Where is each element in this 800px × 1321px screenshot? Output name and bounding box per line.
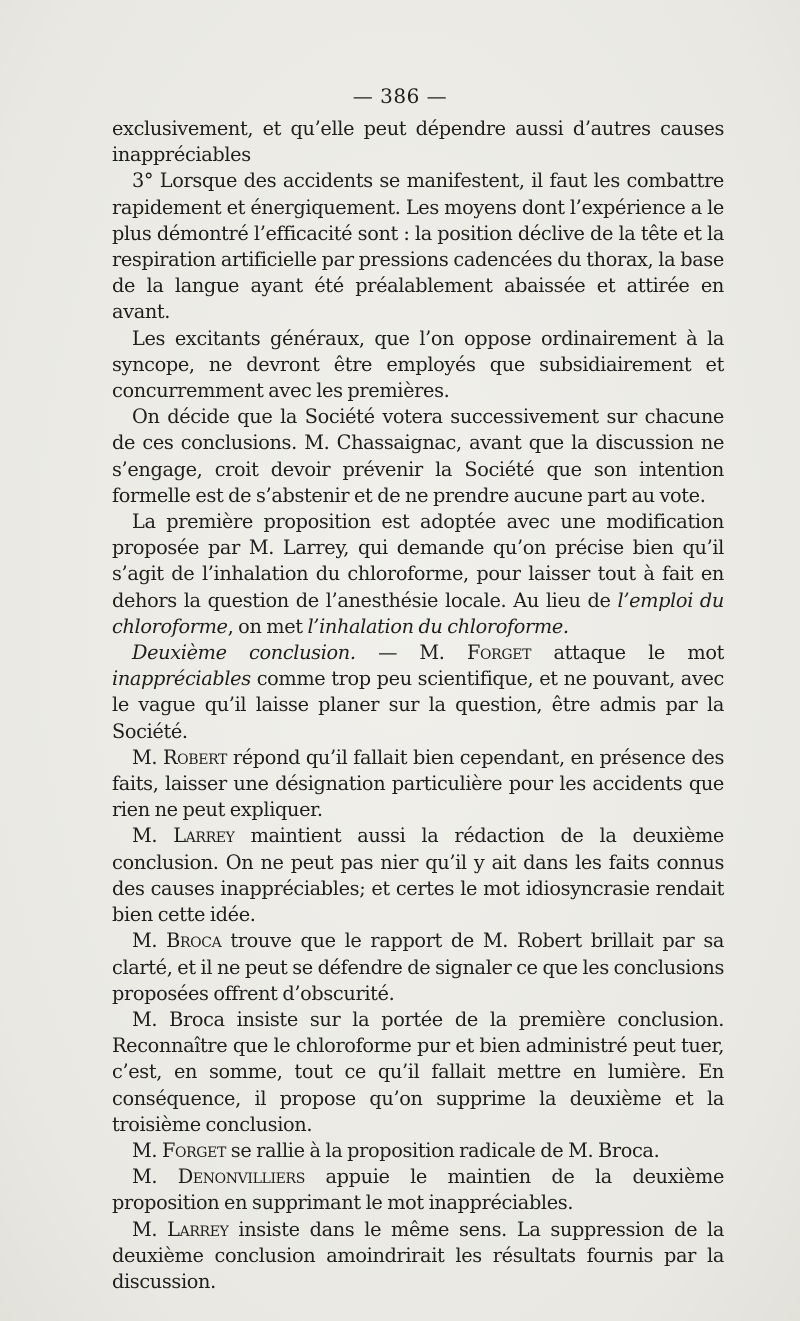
speaker-name: Denonvilliers (177, 1165, 305, 1189)
section-heading: Deuxième conclusion. (132, 641, 356, 665)
speaker-name: Forget (161, 1138, 226, 1162)
speaker-name: Larrey (167, 1217, 229, 1241)
paragraph: Deuxième conclusion. — M. Forget attaque le mot inappréciables comme trop peu scientifique, et ne pouvant, avec le vague qu’il laisse planer sur la question, être admis par la Société. (112, 641, 724, 743)
paragraph: M. Robert répond qu’il fallait bien cependant, en présence des faits, laisser une désignation particulière pour les accidents que rien ne peut expliquer. (112, 745, 725, 822)
italic-phrase: inappréciables (112, 667, 251, 691)
paragraph: M. Larrey maintient aussi la rédaction de la deuxième conclusion. On ne peut pas nier qu’il y ait dans les faits connus des causes inappréciables; et certes le mot idiosyncrasie rendait bien cette idée. (112, 824, 724, 927)
italic-phrase: l’emploi du chloroforme (112, 588, 724, 638)
paragraph: 3° Lorsque des accidents se manifestent, il faut les combattre rapidement et énergiquement. Les moyens dont l’expérience a le plus démontré l’efficacité sont : la position déclive de la tête et la respiration artificielle par pressions cadencées du thorax, la base de la langue ayant été préalablement abaissée et attirée en avant. (112, 169, 724, 324)
paragraph: Les excitants généraux, que l’on oppose ordinairement à la syncope, ne devront être employés que subsidiairement et concurremment avec les premières. (112, 326, 724, 403)
paragraph: M. Broca insiste sur la portée de la première conclusion. Reconnaître que le chloroforme pur et bien administré peut tuer, c’est, en somme, tout ce qu’il fallait mettre en lumière. En conséquence, il propose qu’on supprime la deuxième et la troisième conclusion. (112, 1007, 724, 1136)
speaker-name: Broca (166, 929, 222, 953)
speaker-name: Forget (467, 641, 532, 665)
italic-phrase: l’inhalation du chloroforme. (307, 614, 569, 638)
paragraph: M. Larrey insiste dans le même sens. La suppression de la deuxième conclusion amoindrirait les résultats fournis par la discussion. (112, 1217, 725, 1293)
paragraph: La première proposition est adoptée avec une modification proposée par M. Larrey, qui demande qu’on précise bien qu’il s’agit de l’inhalation du chloroforme, pour laisser tout à fait en dehors la question de l’anesthésie locale. Au lieu de l’emploi du chloroforme, on met l’inhalation du chloroforme. (112, 510, 724, 638)
page-number: — 386 — (352, 84, 448, 108)
paragraph: M. Broca trouve que le rapport de M. Robert brillait par sa clarté, et il ne peut se défendre de signaler ce que les conclusions proposées offrent d’obscurité. (112, 929, 725, 1005)
paragraph: M. Denonvilliers appuie le maintien de la deuxième proposition en supprimant le mot inappréciables. (112, 1165, 725, 1215)
paragraph: On décide que la Société votera successivement sur chacune de ces conclusions. M. Chassaignac, avant que la discussion ne s’engage, croit devoir prévenir la Société que son intention formelle est de s’abstenir et de ne prendre aucune part au vote. (112, 405, 724, 507)
speaker-name: Robert (163, 745, 228, 769)
paragraph: exclusivement, et qu’elle peut dépendre aussi d’autres causes inappréciables (112, 117, 724, 167)
speaker-name: Larrey (173, 824, 235, 848)
body-text (112, 116, 724, 1295)
paragraph: M. Forget se rallie à la proposition radicale de M. Broca. (132, 1138, 660, 1162)
